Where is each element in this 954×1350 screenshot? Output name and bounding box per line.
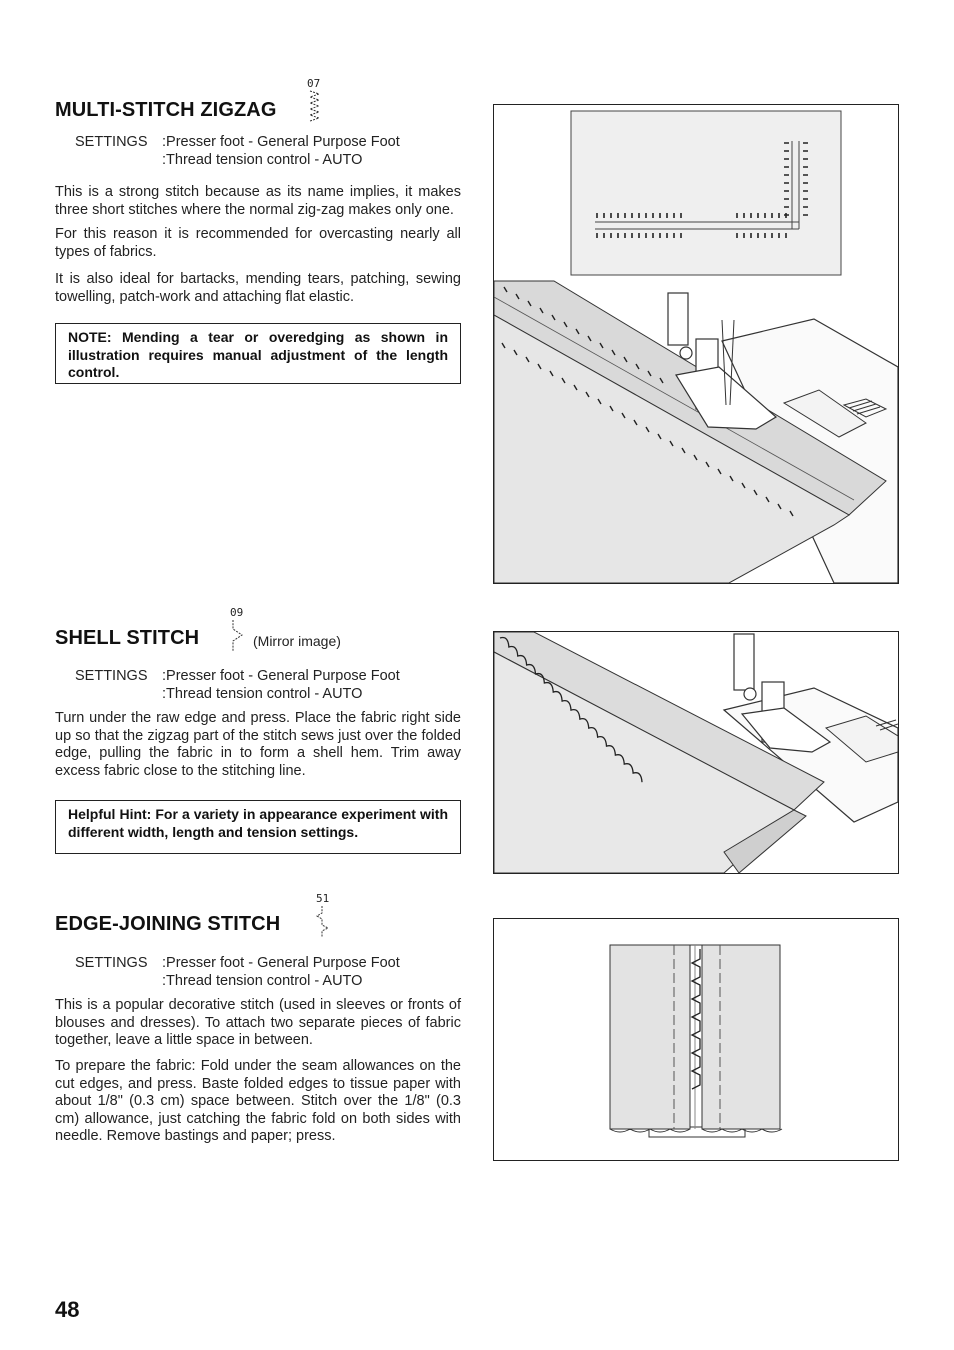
- shell-stitch-icon: [228, 619, 250, 653]
- settings-label: SETTINGS: [75, 134, 148, 150]
- mirror-image-note: (Mirror image): [253, 633, 341, 649]
- settings-thread-tension: :Thread tension control - AUTO: [162, 152, 363, 168]
- page-number: 48: [55, 1297, 80, 1322]
- stitch-code: 09: [230, 606, 244, 619]
- illustration-shell-stitch: [493, 631, 899, 874]
- edge-joining-icon: [314, 905, 336, 939]
- paragraph: Turn under the raw edge and press. Place the fabric right side up so that the zigzag part of the stitch sews just over the folded edge, pulling the fabric in to form a shell hem. Trim away excess fabric close to the stitching line.: [55, 710, 461, 779]
- settings-label: SETTINGS: [75, 955, 148, 971]
- stitch-symbol-51: [314, 893, 336, 939]
- sewing-illustration-2: [494, 632, 898, 873]
- settings-presser-foot: :Presser foot - General Purpose Foot: [162, 955, 400, 971]
- sewing-illustration-1: [494, 105, 898, 583]
- settings-block: [75, 133, 455, 169]
- paragraph: It is also ideal for bartacks, mending tears, patching, sewing towelling, patch-work and attaching flat elastic.: [55, 271, 461, 305]
- section-title-multi-stitch-zigzag: MULTI-STITCH ZIGZAG: [55, 99, 277, 121]
- paragraph: To prepare the fabric: Fold under the seam allowances on the cut edges, and press. Baste folded edges to tissue paper with about 1/8" (0.3 cm) space between. Stitch over the 1/8" (0.3 cm) allowance, just catching the fabric fold on both sides with needle. Remove bastings and paper; press.: [55, 1058, 461, 1145]
- paragraph: This is a popular decorative stitch (used in sleeves or fronts of blouses and dresses). To attach two separate pieces of fabric together, leave a little space in between.: [55, 997, 461, 1049]
- settings-presser-foot: :Presser foot - General Purpose Foot: [162, 134, 400, 150]
- settings-label: SETTINGS: [75, 668, 148, 684]
- settings-block: [75, 954, 455, 990]
- note-box: NOTE: Mending a tear or overedging as shown in illustration requires manual adjustment of the length control.: [55, 323, 461, 384]
- settings-block: [75, 667, 455, 703]
- settings-thread-tension: :Thread tension control - AUTO: [162, 973, 363, 989]
- settings-thread-tension: :Thread tension control - AUTO: [162, 686, 363, 702]
- stitch-symbol-09: [228, 607, 250, 653]
- stitch-code: 07: [307, 77, 321, 90]
- paragraph: This is a strong stitch because as its name implies, it makes three short stitches where the normal zig-zag makes only one.: [55, 184, 461, 218]
- multi-zigzag-icon: [305, 90, 327, 126]
- settings-presser-foot: :Presser foot - General Purpose Foot: [162, 668, 400, 684]
- paragraph: For this reason it is recommended for overcasting nearly all types of fabrics.: [55, 226, 461, 260]
- helpful-hint-box: Helpful Hint: For a variety in appearance experiment with different width, length and tension settings.: [55, 800, 461, 854]
- section-title-edge-joining-stitch: EDGE-JOINING STITCH: [55, 913, 281, 935]
- section-title-shell-stitch: SHELL STITCH: [55, 627, 200, 649]
- stitch-symbol-07: [305, 78, 327, 124]
- stitch-code: 51: [316, 892, 330, 905]
- illustration-edge-joining-stitch: [493, 918, 899, 1161]
- illustration-multi-stitch-zigzag: [493, 104, 899, 584]
- sewing-illustration-3: [494, 919, 898, 1160]
